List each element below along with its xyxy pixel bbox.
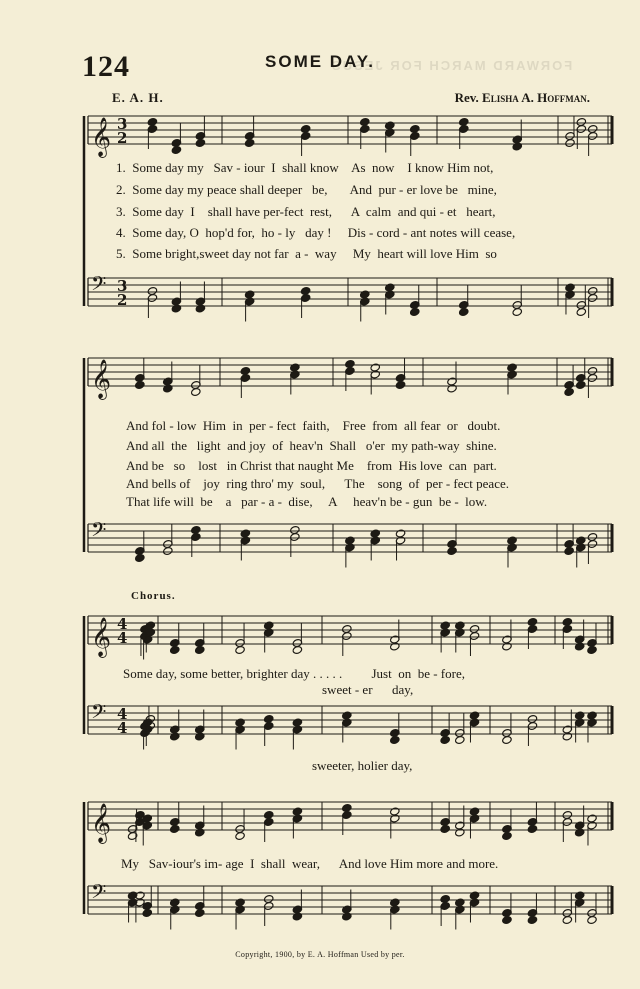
author-name: Elisha A. Hoffman.: [482, 90, 590, 105]
time-signature-numerator: 3: [117, 115, 128, 133]
hymn-title: SOME DAY.: [265, 52, 375, 71]
note-head: [527, 824, 537, 833]
note-head: [191, 387, 201, 396]
note-head: [527, 915, 537, 924]
note-head: [135, 553, 145, 562]
chorus-label: Chorus.: [131, 590, 176, 602]
note-head: [235, 831, 245, 840]
stanza-1-line-5: 5. Some bright,sweet day not far a - way My heart will love Him so: [116, 246, 497, 261]
bass-clef-icon: 𝄢: [91, 518, 107, 546]
time-signature-denominator: 4: [117, 719, 128, 737]
note-head: [163, 384, 173, 393]
composer-credit: E. A. H.: [112, 90, 164, 105]
note-head: [195, 828, 205, 837]
note-head: [170, 732, 180, 741]
note-head: [574, 828, 584, 837]
note-head: [170, 645, 180, 654]
time-signature-numerator: 4: [117, 615, 128, 633]
note-head: [171, 304, 181, 313]
note-head: [512, 307, 522, 316]
stanza-2-line-4: And bells of joy ring thro' my soul, The song of per - fect peace.: [126, 476, 509, 491]
note-head: [195, 645, 205, 654]
note-head: [574, 642, 584, 651]
stanza-2-line-3: And be so lost in Christ that naught Me from His love can part.: [126, 458, 497, 473]
time-signature-numerator: 3: [117, 277, 128, 295]
note-head: [410, 307, 420, 316]
note-head: [564, 387, 574, 396]
time-signature-denominator: 2: [117, 291, 128, 309]
note-head: [502, 642, 512, 651]
note-head: [292, 645, 302, 654]
note-head: [565, 138, 575, 147]
stanza-1-line-2: 2. Some day my peace shall deeper be, And pur - er love be mine,: [116, 182, 497, 197]
note-head: [195, 732, 205, 741]
bass-clef-icon: 𝄢: [91, 880, 107, 908]
stanza-2-line-2: And all the light and joy of heav'n Shall o'er my path-way shine.: [126, 438, 497, 453]
note-head: [235, 645, 245, 654]
note-head: [455, 828, 465, 837]
note-head: [170, 824, 180, 833]
time-signature-denominator: 4: [117, 629, 128, 647]
stanza-1-line-3: 3. Some day I shall have per-fect rest, A calm and qui - et heart,: [116, 204, 496, 219]
chorus-line-1-alto: sweet - er day,: [322, 682, 414, 697]
note-head: [440, 735, 450, 744]
treble-clef-icon: 𝄞: [91, 359, 112, 399]
stanza-2-line-5: That life will be a par - a - dise, A heav'n be - gun be - low.: [126, 494, 488, 509]
note-head: [440, 824, 450, 833]
note-head: [576, 380, 586, 389]
note-head: [502, 915, 512, 924]
chorus-line-2: My Sav-iour's im- age I shall wear, And love Him more and more.: [121, 856, 499, 871]
note-head: [587, 645, 597, 654]
chorus-line-1-bass: sweeter, holier day,: [312, 758, 413, 773]
bleed-through-text: FORWARD MARCH FOR JESUS: [330, 58, 573, 73]
note-head: [562, 915, 572, 924]
note-head: [195, 138, 205, 147]
note-head: [562, 732, 572, 741]
note-head: [292, 912, 302, 921]
note-head: [512, 142, 522, 151]
treble-clef-icon: 𝄞: [91, 803, 112, 843]
note-head: [171, 145, 181, 154]
note-head: [163, 546, 173, 555]
note-head: [390, 735, 400, 744]
treble-clef-icon: 𝄞: [91, 617, 112, 657]
bass-clef-icon: 𝄢: [91, 272, 107, 300]
hymn-number: 124: [82, 50, 130, 83]
note-head: [502, 831, 512, 840]
time-signature-numerator: 4: [117, 705, 128, 723]
author-prefix: Rev.: [454, 90, 483, 105]
note-head: [455, 735, 465, 744]
note-head: [195, 908, 205, 917]
note-head: [458, 307, 468, 316]
chorus-line-1: Some day, some better, brighter day . . . . . Just on be - fore,: [123, 666, 465, 681]
note-head: [390, 642, 400, 651]
copyright-notice: Copyright, 1900, by E. A. Hoffman Used by per.: [235, 950, 405, 959]
treble-clef-icon: 𝄞: [91, 117, 112, 157]
note-head: [395, 380, 405, 389]
note-head: [564, 546, 574, 555]
note-head: [244, 138, 254, 147]
stanza-2-line-1: And fol - low Him in per - fect faith, Free from all fear or doubt.: [126, 418, 501, 433]
time-signature-denominator: 2: [117, 129, 128, 147]
bass-clef-icon: 𝄢: [91, 700, 107, 728]
note-head: [587, 915, 597, 924]
note-head: [195, 304, 205, 313]
note-head: [342, 912, 352, 921]
note-head: [447, 546, 457, 555]
note-head: [142, 908, 152, 917]
note-head: [502, 735, 512, 744]
stanza-1-line-1: 1. Some day my Sav - iour I shall know As now I know Him not,: [116, 160, 494, 175]
note-head: [447, 384, 457, 393]
note-head: [135, 380, 145, 389]
note-head: [576, 307, 586, 316]
stanza-1-line-4: 4. Some day, O hop'd for, ho - ly day ! Dis - cord - ant notes will cease,: [116, 225, 516, 240]
